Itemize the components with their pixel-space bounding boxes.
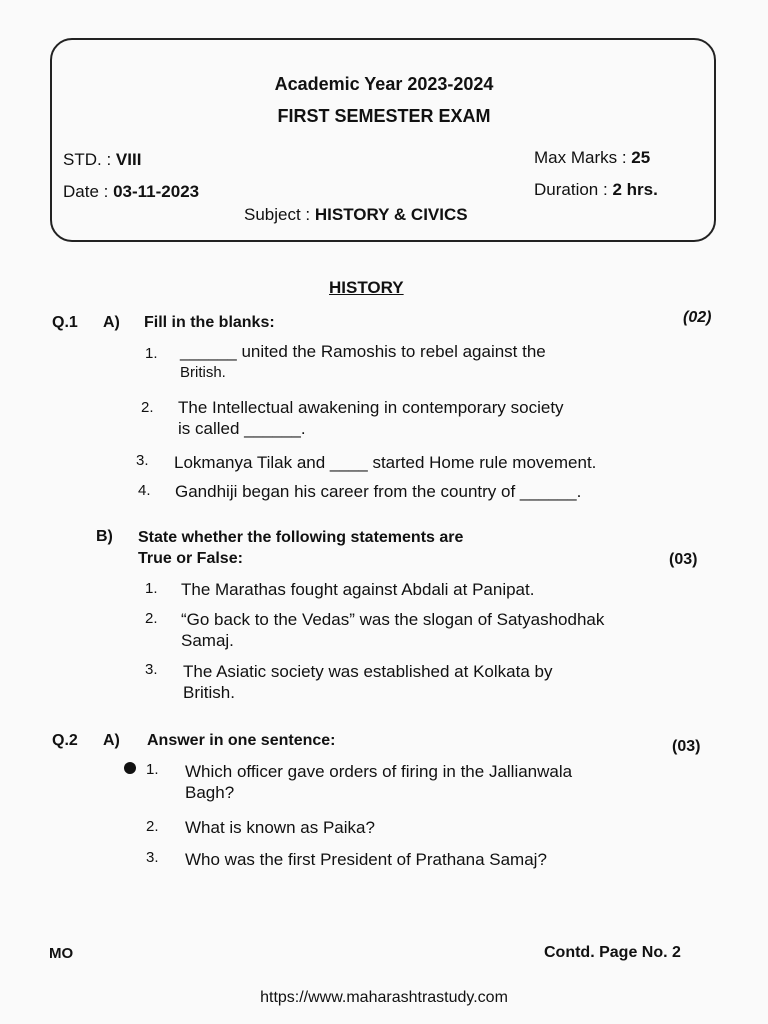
- std-value: VIII: [115, 150, 142, 169]
- max-marks-value: 25: [631, 148, 651, 167]
- q1b-item-2: “Go back to the Vedas” was the slogan of Satyashodhak Samaj.: [181, 610, 605, 650]
- q1b-label: B): [96, 528, 113, 545]
- q1a-marks: (02): [683, 309, 712, 326]
- q1b-item-3: The Asiatic society was established at Kolkata by British.: [183, 662, 553, 702]
- duration-value: 2 hrs.: [612, 180, 658, 199]
- q1a-item-2: The Intellectual awakening in contemporary society is called ______.: [178, 398, 564, 438]
- q2a-item-2-num: 2.: [146, 818, 159, 835]
- q1a-item-2-num: 2.: [141, 399, 154, 416]
- q2a-item-1: Which officer gave orders of firing in the Jallianwala Bagh?: [185, 762, 573, 802]
- duration-label: Duration :: [534, 180, 608, 199]
- max-marks-label: Max Marks :: [534, 148, 627, 167]
- exam-title: FIRST SEMESTER EXAM: [277, 106, 491, 126]
- date-value: 03-11-2023: [113, 182, 200, 201]
- subject-value: HISTORY & CIVICS: [314, 205, 468, 224]
- q2a-item-3: Who was the first President of Prathana Samaj?: [185, 850, 547, 869]
- q2a-marks: (03): [672, 738, 701, 755]
- subject-info: [244, 205, 468, 225]
- source-url[interactable]: https://www.maharashtrastudy.com: [260, 989, 508, 1006]
- std-info: [63, 150, 141, 170]
- q1a-item-1-num: 1.: [145, 345, 158, 362]
- q2a-heading: Answer in one sentence:: [147, 732, 336, 749]
- q1b-item-1-num: 1.: [145, 580, 158, 597]
- q1b-item-2-num: 2.: [145, 610, 158, 627]
- q1a-label: A): [103, 314, 120, 331]
- footer-code: MO: [49, 945, 74, 962]
- std-label: STD. :: [63, 150, 112, 169]
- q2a-item-3-num: 3.: [146, 849, 159, 866]
- q1b-heading: State whether the following statements are True or False:: [138, 529, 464, 567]
- q2a-item-1-num: 1.: [146, 761, 159, 778]
- q1a-item-4: Gandhiji began his career from the country of ______.: [175, 482, 582, 501]
- ink-dot-mark: [124, 762, 136, 774]
- q1a-item-1: ______ united the Ramoshis to rebel against the British.: [180, 342, 546, 381]
- q2-number: Q.2: [52, 732, 78, 749]
- q1b-marks: (03): [669, 551, 698, 568]
- footer-continued: Contd. Page No. 2: [544, 944, 681, 961]
- q1b-item-3-num: 3.: [145, 661, 158, 678]
- q1b-item-1: The Marathas fought against Abdali at Panipat.: [181, 580, 535, 599]
- date-info: [63, 182, 199, 202]
- q1-number: Q.1: [52, 314, 78, 331]
- date-label: Date :: [63, 182, 109, 201]
- subject-label: Subject :: [244, 205, 311, 224]
- academic-year: Academic Year 2023-2024: [274, 74, 494, 94]
- q1a-item-3: Lokmanya Tilak and ____ started Home rule movement.: [174, 453, 597, 472]
- q1a-heading: Fill in the blanks:: [144, 314, 275, 331]
- q2a-item-2: What is known as Paika?: [185, 818, 375, 837]
- q1a-item-4-num: 4.: [138, 482, 151, 499]
- max-marks-info: [534, 148, 650, 168]
- duration-info: [534, 180, 658, 200]
- q2a-label: A): [103, 732, 120, 749]
- section-title: HISTORY: [329, 278, 404, 297]
- q1a-item-3-num: 3.: [136, 452, 149, 469]
